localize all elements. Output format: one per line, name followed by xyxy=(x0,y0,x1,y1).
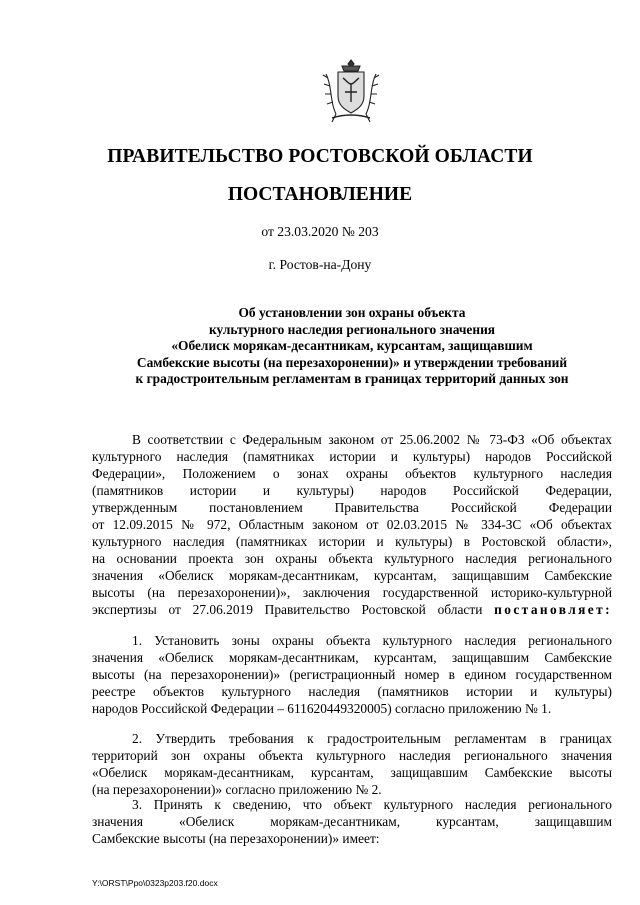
resolves-word: постановляет: xyxy=(494,602,612,617)
text-line: высоты (на перезахоронении)» (регистрационный номер в едином государственном xyxy=(92,667,612,682)
resolution-title xyxy=(92,305,612,388)
text-line: 3. Принять к сведению, что объект культурного наследия регионального xyxy=(132,797,612,812)
item-1 xyxy=(92,632,612,717)
document-type: ПОСТАНОВЛЕНИЕ xyxy=(227,184,413,205)
text-line: культурного наследия (памятниках истории и культуры) народов Российской xyxy=(92,449,612,464)
title-line: культурного наследия регионального значения xyxy=(208,321,496,337)
text-line: 1. Установить зоны охраны объекта культурного наследия регионального xyxy=(132,633,612,648)
text-line: народов Российской Федерации – 611620449320005) согласно приложению № 1. xyxy=(92,701,552,716)
text-line: от 12.09.2015 № 972, Областным законом от 02.03.2015 № 334-ЗС «Об объектах xyxy=(92,517,612,532)
text-line: значения «Обелиск морякам-десантникам, курсантам, защищавшим Самбекские xyxy=(92,650,612,665)
text-line: культурного наследия (памятниках истории и культуры) в Ростовской области», xyxy=(92,534,612,549)
text-line: «Обелиск морякам-десантникам, курсантам, защищавшим Самбекские высоты xyxy=(92,765,612,780)
text-line: значения «Обелиск морякам-десантникам, курсантам, защищавшим xyxy=(92,814,612,829)
file-path-footer: Y:\ORST\Ppo\0323p203.f20.docx xyxy=(92,878,218,888)
text-line: Федерации», Положением о зонах охраны объектов культурного наследия xyxy=(92,466,612,481)
text-line: Самбекские высоты (на перезахоронении)» имеет: xyxy=(92,831,380,846)
text-line-with-resolve xyxy=(92,601,612,618)
item-2 xyxy=(92,730,612,798)
text-line: В соответствии с Федеральным законом от 25.06.2002 № 73-ФЗ «Об объектах xyxy=(132,432,612,447)
text-line: (памятников истории и культуры) народов Российской Федерации, xyxy=(92,483,612,498)
text-line: реестре объектов культурного наследия (памятников истории и культуры) xyxy=(92,684,612,699)
coat-of-arms-icon xyxy=(318,56,384,124)
item-3 xyxy=(92,796,612,847)
preamble-paragraph xyxy=(92,431,612,618)
title-line: Об установлении зон охраны объекта xyxy=(238,305,466,320)
text-line: высоты (на перезахоронении)», заключения государственной историко-культурной xyxy=(92,585,612,600)
title-line: Самбекские высоты (на перезахоронении)» и утверждении требований xyxy=(136,354,568,370)
text-line: на основании проекта зон охраны объекта культурного наследия регионального xyxy=(92,551,612,566)
text-line: (на перезахоронении)» согласно приложению № 2. xyxy=(92,782,382,797)
date-number-line: от 23.03.2020 № 203 xyxy=(261,224,379,239)
organization-name: ПРАВИТЕЛЬСТВО РОСТОВСКОЙ ОБЛАСТИ xyxy=(107,146,533,167)
title-line: «Обелиск морякам-десантникам, курсантам, защищавшим xyxy=(171,338,533,353)
text-line: утвержденным постановлением Правительства Российской Федерации xyxy=(92,500,612,515)
title-line: к градостроительным регламентам в границах территорий данных зон xyxy=(135,371,569,386)
text-line: значения «Обелиск морякам-десантникам, курсантам, защищавшим Самбекские xyxy=(92,568,612,583)
text-fragment: экспертизы от 27.06.2019 Правительство Ростовской области xyxy=(92,602,483,617)
text-line: территорий зон охраны объекта культурного наследия регионального значения xyxy=(92,748,612,763)
city-line: г. Ростов-на-Дону xyxy=(268,257,372,272)
text-line: 2. Утвердить требования к градостроительным регламентам в границах xyxy=(132,731,612,746)
